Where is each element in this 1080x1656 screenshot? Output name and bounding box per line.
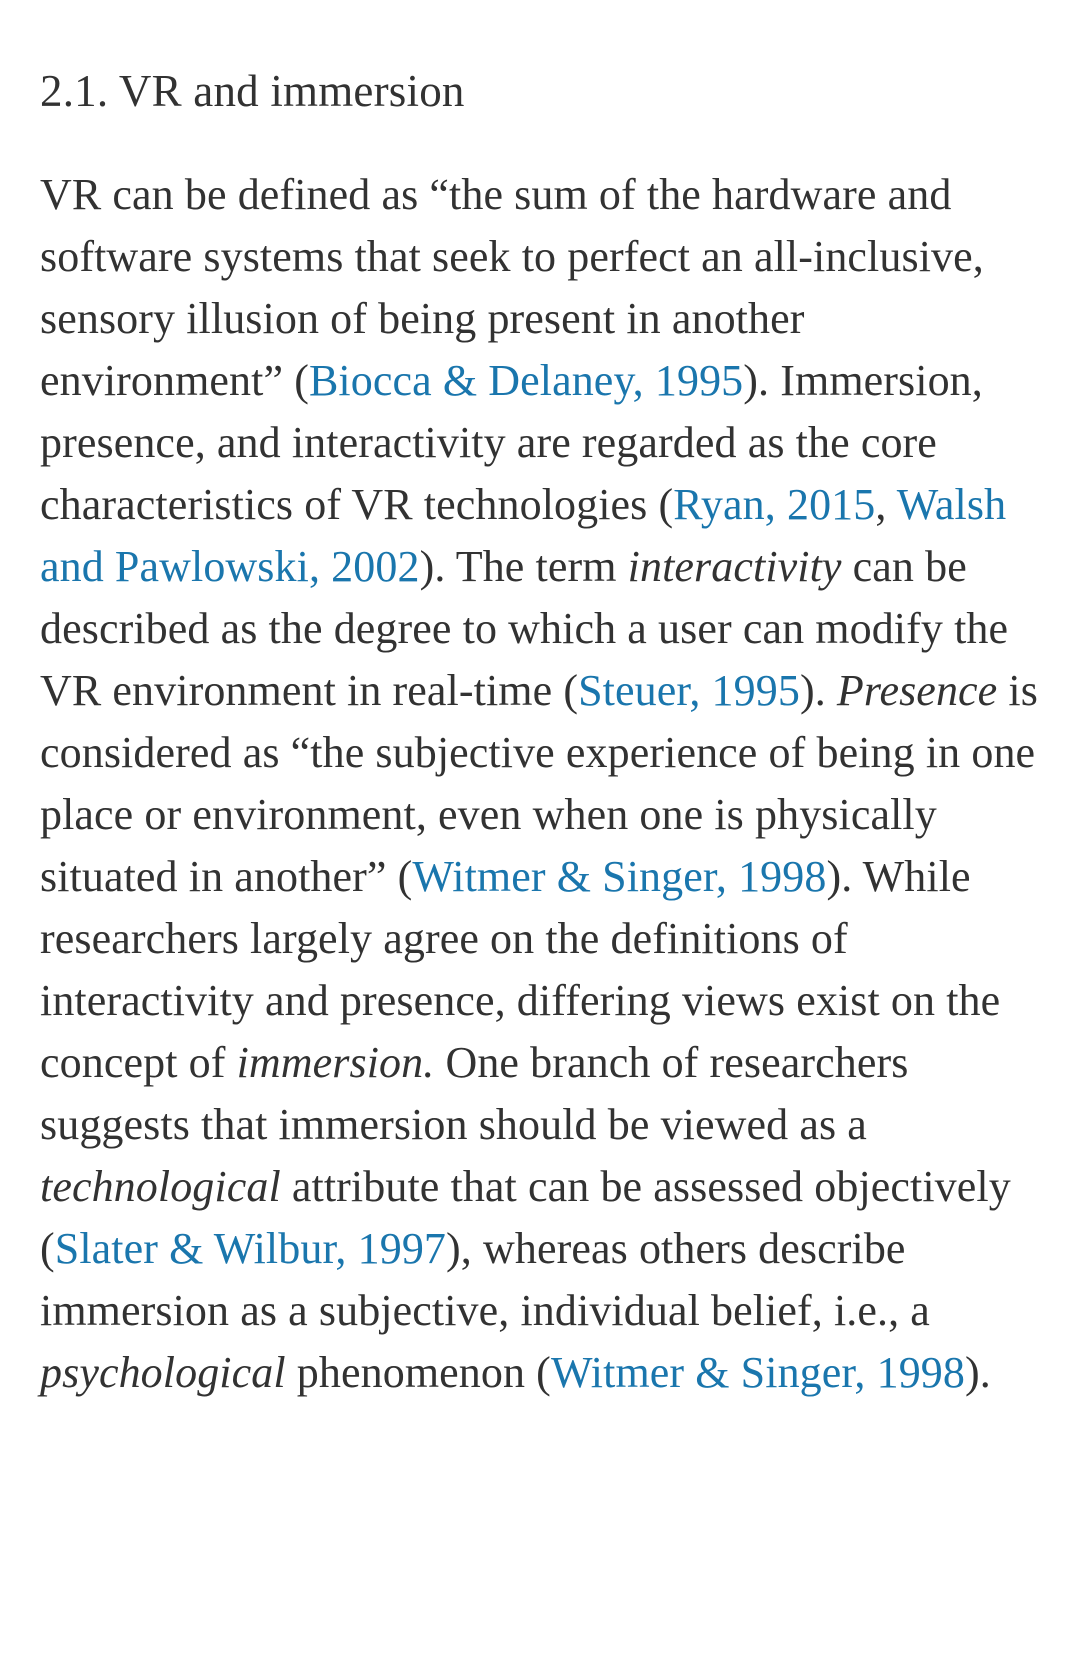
citation-link[interactable]: Steuer, 1995 xyxy=(578,666,800,715)
citation-link[interactable]: Witmer & Singer, 1998 xyxy=(412,852,827,901)
paragraph-text: ). xyxy=(799,666,837,715)
paragraph-text: ). Immersion, presence, and interactivity are regarded as the core characteristics of VR technologies ( xyxy=(40,356,983,529)
paragraph-text: , xyxy=(875,480,897,529)
paragraph-text: ). xyxy=(965,1348,991,1397)
citation-link[interactable]: Slater & Wilbur, 1997 xyxy=(54,1224,447,1273)
paragraph-text: One branch of researchers suggests that immersion should be viewed as a xyxy=(40,1038,909,1149)
citation-link[interactable]: Ryan, 2015 xyxy=(673,480,876,529)
paragraph-text: ), whereas others describe immersion as a subjective, individual belief, i.e., a xyxy=(40,1224,930,1335)
emphasized-term: interactivity xyxy=(627,542,842,591)
section-paragraph xyxy=(40,164,1042,1404)
paragraph-text: attribute that can be assessed objectively ( xyxy=(40,1162,1011,1273)
paragraph-text: ). While researchers largely agree on the definitions of interactivity and presence, differing views exist on the concept of xyxy=(40,852,1001,1087)
emphasized-term: immersion. xyxy=(236,1038,435,1087)
paragraph-text: is considered as “the subjective experience of being in one place or environment, even when one is physically situated in another” ( xyxy=(40,666,1038,901)
emphasized-term: psychological xyxy=(40,1348,286,1397)
emphasized-term: technological xyxy=(40,1162,281,1211)
paragraph-text: phenomenon ( xyxy=(285,1348,551,1397)
emphasized-term: Presence xyxy=(836,666,998,715)
paragraph-text: VR can be defined as “the sum of the hardware and software systems that seek to perfect an all-inclusive, sensory illusion of being present in another environment” ( xyxy=(40,170,984,405)
citation-link[interactable]: Witmer & Singer, 1998 xyxy=(550,1348,966,1397)
section-heading: 2.1. VR and immersion xyxy=(40,66,465,116)
citation-link[interactable]: Walsh and Pawlowski, 2002 xyxy=(40,480,1007,591)
paragraph-text: ). The term xyxy=(419,542,628,591)
paragraph-text: can be described as the degree to which a user can modify the VR environment in real-time ( xyxy=(40,542,1009,715)
citation-link[interactable]: Biocca & Delaney, 1995 xyxy=(308,356,744,405)
